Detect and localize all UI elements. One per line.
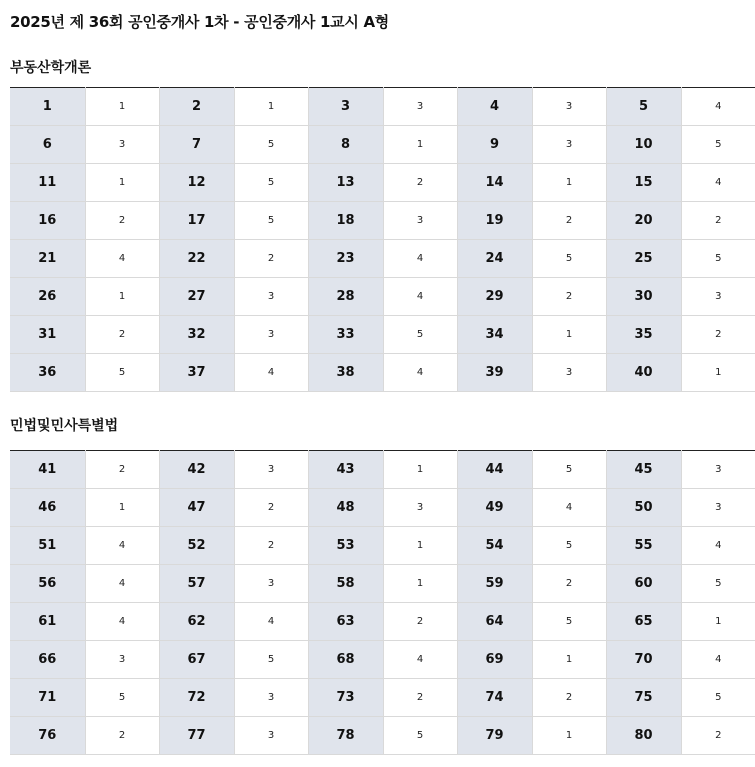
question-number: 24 [457, 240, 532, 278]
question-number: 45 [606, 451, 681, 489]
question-number: 31 [10, 316, 85, 354]
question-number: 20 [606, 202, 681, 240]
answer-value: 5 [532, 527, 606, 565]
answer-value: 5 [383, 717, 457, 755]
question-number: 70 [606, 641, 681, 679]
question-number: 9 [457, 126, 532, 164]
answer-value: 4 [85, 240, 159, 278]
answer-value: 5 [681, 240, 755, 278]
question-number: 16 [10, 202, 85, 240]
answer-value: 3 [383, 88, 457, 126]
answer-value: 5 [681, 126, 755, 164]
answer-table-real-estate [10, 87, 755, 392]
answer-value: 5 [681, 679, 755, 717]
answer-value: 2 [681, 717, 755, 755]
answer-value: 1 [85, 278, 159, 316]
question-number: 42 [159, 451, 234, 489]
answer-value: 3 [532, 126, 606, 164]
table-row [10, 240, 755, 278]
question-number: 2 [159, 88, 234, 126]
answer-value: 2 [383, 603, 457, 641]
table-row [10, 88, 755, 126]
answer-value: 1 [383, 565, 457, 603]
answer-value: 2 [383, 164, 457, 202]
answer-value: 2 [234, 489, 308, 527]
answer-value: 5 [532, 451, 606, 489]
question-number: 55 [606, 527, 681, 565]
answer-value: 3 [234, 679, 308, 717]
table-row [10, 489, 755, 527]
answer-value: 4 [383, 278, 457, 316]
answer-value: 2 [681, 316, 755, 354]
answer-value: 1 [681, 603, 755, 641]
answer-value: 3 [383, 202, 457, 240]
question-number: 68 [308, 641, 383, 679]
question-number: 58 [308, 565, 383, 603]
question-number: 11 [10, 164, 85, 202]
question-number: 37 [159, 354, 234, 392]
question-number: 80 [606, 717, 681, 755]
answer-value: 5 [85, 679, 159, 717]
table-row [10, 717, 755, 755]
answer-value: 1 [383, 527, 457, 565]
answer-value: 3 [383, 489, 457, 527]
question-number: 57 [159, 565, 234, 603]
question-number: 23 [308, 240, 383, 278]
question-number: 14 [457, 164, 532, 202]
question-number: 13 [308, 164, 383, 202]
answer-value: 4 [681, 88, 755, 126]
answer-value: 2 [85, 316, 159, 354]
question-number: 61 [10, 603, 85, 641]
answer-value: 4 [383, 354, 457, 392]
question-number: 73 [308, 679, 383, 717]
question-number: 60 [606, 565, 681, 603]
answer-value: 3 [532, 354, 606, 392]
answer-value: 1 [532, 316, 606, 354]
answer-value: 1 [383, 126, 457, 164]
question-number: 62 [159, 603, 234, 641]
table-row [10, 565, 755, 603]
answer-value: 2 [532, 565, 606, 603]
answer-value: 2 [532, 202, 606, 240]
question-number: 77 [159, 717, 234, 755]
answer-value: 3 [85, 641, 159, 679]
table-row [10, 679, 755, 717]
answer-value: 4 [681, 164, 755, 202]
answer-value: 2 [383, 679, 457, 717]
question-number: 36 [10, 354, 85, 392]
answer-value: 5 [234, 641, 308, 679]
question-number: 21 [10, 240, 85, 278]
answer-value: 3 [234, 316, 308, 354]
table-row [10, 641, 755, 679]
answer-value: 3 [681, 489, 755, 527]
question-number: 39 [457, 354, 532, 392]
table-row [10, 278, 755, 316]
answer-value: 3 [234, 565, 308, 603]
answer-value: 4 [681, 527, 755, 565]
question-number: 18 [308, 202, 383, 240]
question-number: 22 [159, 240, 234, 278]
question-number: 41 [10, 451, 85, 489]
answer-value: 1 [85, 489, 159, 527]
question-number: 27 [159, 278, 234, 316]
answer-value: 2 [234, 240, 308, 278]
question-number: 26 [10, 278, 85, 316]
answer-value: 1 [532, 641, 606, 679]
question-number: 32 [159, 316, 234, 354]
question-number: 12 [159, 164, 234, 202]
question-number: 75 [606, 679, 681, 717]
answer-value: 4 [234, 603, 308, 641]
question-number: 59 [457, 565, 532, 603]
answer-value: 5 [234, 164, 308, 202]
question-number: 19 [457, 202, 532, 240]
table-row [10, 451, 755, 489]
section-title-real-estate: 부동산학개론 [10, 60, 92, 76]
question-number: 17 [159, 202, 234, 240]
question-number: 53 [308, 527, 383, 565]
question-number: 48 [308, 489, 383, 527]
question-number: 7 [159, 126, 234, 164]
answer-table-civil-law [10, 450, 755, 755]
answer-value: 4 [532, 489, 606, 527]
question-number: 25 [606, 240, 681, 278]
answer-value: 2 [85, 202, 159, 240]
answer-value: 2 [85, 451, 159, 489]
answer-value: 5 [234, 126, 308, 164]
answer-value: 2 [532, 278, 606, 316]
question-number: 10 [606, 126, 681, 164]
answer-value: 3 [532, 88, 606, 126]
question-number: 63 [308, 603, 383, 641]
answer-value: 1 [234, 88, 308, 126]
question-number: 44 [457, 451, 532, 489]
question-number: 71 [10, 679, 85, 717]
question-number: 78 [308, 717, 383, 755]
question-number: 4 [457, 88, 532, 126]
question-number: 40 [606, 354, 681, 392]
question-number: 29 [457, 278, 532, 316]
question-number: 66 [10, 641, 85, 679]
answer-value: 2 [532, 679, 606, 717]
question-number: 72 [159, 679, 234, 717]
answer-value: 1 [532, 164, 606, 202]
question-number: 50 [606, 489, 681, 527]
table-row [10, 354, 755, 392]
answer-value: 1 [383, 451, 457, 489]
question-number: 3 [308, 88, 383, 126]
answer-value: 2 [85, 717, 159, 755]
question-number: 38 [308, 354, 383, 392]
answer-value: 5 [234, 202, 308, 240]
question-number: 74 [457, 679, 532, 717]
answer-value: 3 [681, 451, 755, 489]
answer-value: 1 [85, 88, 159, 126]
question-number: 76 [10, 717, 85, 755]
answer-value: 4 [85, 603, 159, 641]
answer-value: 5 [532, 603, 606, 641]
question-number: 43 [308, 451, 383, 489]
page-title: 2025년 제 36회 공인중개사 1차 - 공인중개사 1교시 A형 [10, 13, 389, 31]
question-number: 34 [457, 316, 532, 354]
question-number: 54 [457, 527, 532, 565]
answer-value: 4 [383, 240, 457, 278]
table-row [10, 202, 755, 240]
question-number: 47 [159, 489, 234, 527]
table-row [10, 126, 755, 164]
question-number: 52 [159, 527, 234, 565]
question-number: 28 [308, 278, 383, 316]
answer-value: 5 [85, 354, 159, 392]
question-number: 15 [606, 164, 681, 202]
section-title-civil-law: 민법및민사특별법 [10, 418, 119, 434]
question-number: 6 [10, 126, 85, 164]
question-number: 35 [606, 316, 681, 354]
question-number: 46 [10, 489, 85, 527]
table-row [10, 527, 755, 565]
answer-value: 1 [681, 354, 755, 392]
answer-value: 3 [234, 451, 308, 489]
question-number: 1 [10, 88, 85, 126]
answer-value: 2 [234, 527, 308, 565]
question-number: 33 [308, 316, 383, 354]
answer-value: 5 [383, 316, 457, 354]
question-number: 8 [308, 126, 383, 164]
question-number: 30 [606, 278, 681, 316]
answer-value: 1 [85, 164, 159, 202]
answer-value: 4 [85, 527, 159, 565]
answer-value: 4 [234, 354, 308, 392]
answer-value: 3 [234, 278, 308, 316]
question-number: 49 [457, 489, 532, 527]
question-number: 64 [457, 603, 532, 641]
answer-value: 5 [681, 565, 755, 603]
question-number: 51 [10, 527, 85, 565]
question-number: 79 [457, 717, 532, 755]
answer-value: 3 [681, 278, 755, 316]
answer-value: 5 [532, 240, 606, 278]
question-number: 67 [159, 641, 234, 679]
answer-value: 3 [234, 717, 308, 755]
table-row [10, 164, 755, 202]
question-number: 69 [457, 641, 532, 679]
answer-value: 3 [85, 126, 159, 164]
table-row [10, 316, 755, 354]
answer-value: 1 [532, 717, 606, 755]
question-number: 56 [10, 565, 85, 603]
answer-value: 4 [383, 641, 457, 679]
answer-value: 4 [681, 641, 755, 679]
question-number: 5 [606, 88, 681, 126]
answer-value: 2 [681, 202, 755, 240]
answer-value: 4 [85, 565, 159, 603]
table-row [10, 603, 755, 641]
question-number: 65 [606, 603, 681, 641]
